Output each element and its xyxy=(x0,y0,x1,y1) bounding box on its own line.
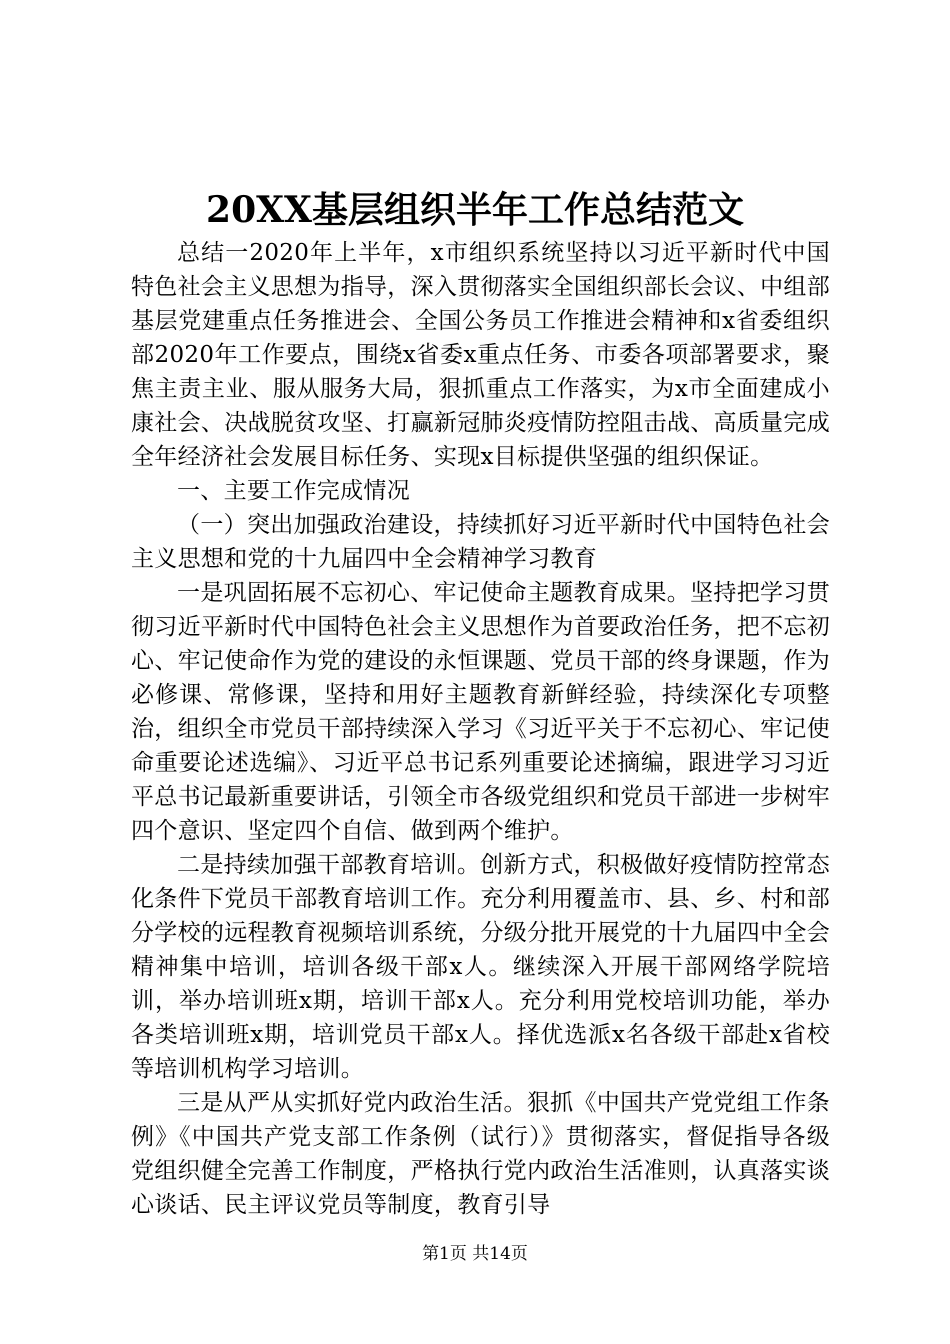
document-body xyxy=(131,236,830,1222)
subsection-heading: （一）突出加强政治建设，持续抓好习近平新时代中国特色社会主义思想和党的十九届四中全会精神学习教育 xyxy=(131,512,830,572)
paragraph-item-2: 二是持续加强干部教育培训。创新方式，积极做好疫情防控常态化条件下党员干部教育培训工作。充分利用覆盖市、县、乡、村和部分学校的远程教育视频培训系统，分级分批开展党的十九届四中全会精神集中培训，培训各级干部x人。继续深入开展干部网络学院培训，举办培训班x期，培训干部x人。充分利用党校培训功能，举办各类培训班x期，培训党员干部x人。择优选派x名各级干部赴x省校等培训机构学习培训。 xyxy=(131,852,830,1082)
paragraph-item-1: 一是巩固拓展不忘初心、牢记使命主题教育成果。坚持把学习贯彻习近平新时代中国特色社会主义思想作为首要政治任务，把不忘初心、牢记使命作为党的建设的永恒课题、党员干部的终身课题，作为必修课、常修课，坚持和用好主题教育新鲜经验，持续深化专项整治，组织全市党员干部持续深入学习《习近平关于不忘初心、牢记使命重要论述选编》、习近平总书记系列重要论述摘编，跟进学习习近平总书记最新重要讲话，引领全市各级党组织和党员干部进一步树牢四个意识、坚定四个自信、做到两个维护。 xyxy=(131,580,830,844)
paragraph-item-3: 三是从严从实抓好党内政治生活。狠抓《中国共产党党组工作条例》《中国共产党支部工作条例（试行）》贯彻落实，督促指导各级党组织健全完善工作制度，严格执行党内政治生活准则，认真落实谈心谈话、民主评议党员等制度，教育引导 xyxy=(131,1090,830,1218)
document-title: 20XX基层组织半年工作总结范文 xyxy=(206,189,744,231)
section-heading: 一、主要工作完成情况 xyxy=(177,478,410,504)
page-number-footer: 第1页 共14页 xyxy=(422,1244,528,1264)
paragraph-summary: 总结一2020年上半年，x市组织系统坚持以习近平新时代中国特色社会主义思想为指导，深入贯彻落实全国组织部长会议、中组部基层党建重点任务推进会、全国公务员工作推进会精神和x省委组织部2020年工作要点，围绕x省委x重点任务、市委各项部署要求，聚焦主责主业、服从服务大局，狠抓重点工作落实，为x市全面建成小康社会、决战脱贫攻坚、打赢新冠肺炎疫情防控阻击战、高质量完成全年经济社会发展目标任务、实现x目标提供坚强的组织保证。 xyxy=(131,240,830,470)
